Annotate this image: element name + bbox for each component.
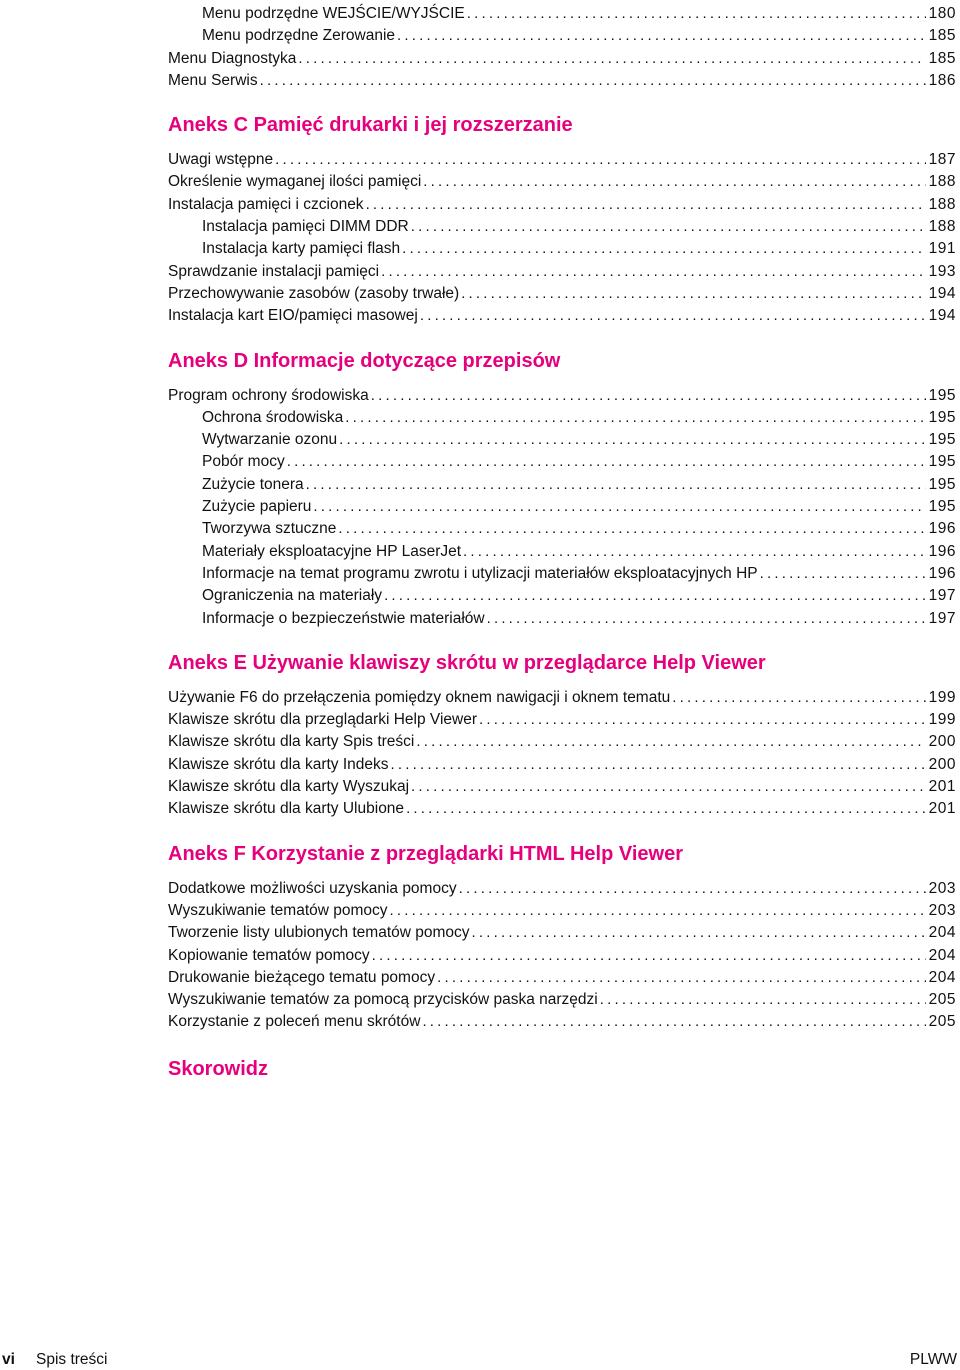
toc-entry[interactable] [168,776,956,798]
toc-entry[interactable] [168,171,956,193]
toc-entry[interactable] [168,541,956,563]
toc-entry-page-number: 200 [928,733,956,751]
toc-appendix-section [168,349,956,630]
toc-entry-page-number: 187 [928,151,956,169]
toc-entry[interactable] [168,878,956,900]
toc-entry-page-number: 200 [928,755,956,773]
dot-leader [372,945,926,967]
dot-leader [371,385,926,407]
dot-leader [467,3,926,25]
dot-leader [411,216,926,238]
toc-entry-title: Informacje o bezpieczeństwie materiałów [202,609,485,627]
toc-entry-title: Menu podrzędne Zerowanie [202,27,396,45]
toc-entry-page-number: 196 [928,564,956,582]
toc-entry[interactable] [168,989,956,1011]
toc-entry-title: Instalacja pamięci i czcionek [168,195,364,213]
dot-leader [381,261,926,283]
toc-entry-title: Przechowywanie zasobów (zasoby trwałe) [168,284,460,302]
toc-entry-page-number: 197 [928,609,956,627]
toc-entry-page-number: 204 [928,968,956,986]
dot-leader [463,541,926,563]
toc-entry-title: Tworzywa sztuczne [202,520,337,538]
dot-leader [422,1011,925,1033]
dot-leader [339,429,926,451]
toc-entry-title: Sprawdzanie instalacji pamięci [168,262,380,280]
toc-entry-title: Używanie F6 do przełączenia pomiędzy oknem nawigacji i oknem tematu [168,688,671,706]
toc-entry[interactable] [168,216,956,238]
toc-entry[interactable] [168,754,956,776]
toc-entry-title: Dodatkowe możliwości uzyskania pomocy [168,879,457,897]
footer-document-code: PLWW [909,1351,957,1368]
toc-entry-page-number: 195 [928,453,956,471]
toc-entry-title: Kopiowanie tematów pomocy [168,946,370,964]
dot-leader [459,878,926,900]
toc-entry[interactable] [168,945,956,967]
toc-entry-page-number: 185 [928,49,956,67]
toc-entry[interactable] [168,900,956,922]
toc-entry-page-number: 199 [928,711,956,729]
toc-entry-page-number: 197 [928,587,956,605]
toc-entry-title: Ograniczenia na materiały [202,587,383,605]
toc-entry-page-number: 203 [928,879,956,897]
toc-entry[interactable] [168,518,956,540]
toc-entry-page-number: 188 [928,173,956,191]
appendix-heading[interactable]: Aneks D Informacje dotyczące przepisów [168,349,561,372]
dot-leader [366,194,926,216]
toc-entry[interactable] [168,238,956,260]
dot-leader [406,798,926,820]
toc-entry-page-number: 201 [928,800,956,818]
dot-leader [423,171,925,193]
dot-leader [287,451,926,473]
toc-entry[interactable] [168,1011,956,1033]
toc-entry[interactable] [168,451,956,473]
dot-leader [306,474,926,496]
toc-entry-page-number: 193 [928,262,956,280]
toc-entry-page-number: 188 [928,218,956,236]
dot-leader [487,608,926,630]
toc-entry[interactable] [168,261,956,283]
toc-entry[interactable] [168,563,956,585]
toc-entry-page-number: 186 [928,71,956,89]
dot-leader [479,709,926,731]
appendix-heading[interactable]: Aneks E Używanie klawiszy skrótu w przeglądarce Help Viewer [168,651,766,674]
toc-entry-page-number: 195 [928,431,956,449]
toc-entry-page-number: 196 [928,520,956,538]
dot-leader [391,754,926,776]
toc-entry[interactable] [168,194,956,216]
toc-entry-page-number: 205 [928,1013,956,1031]
toc-entry-page-number: 195 [928,408,956,426]
dot-leader [260,70,926,92]
toc-entry-title: Menu Diagnostyka [168,49,297,67]
toc-entry-title: Program ochrony środowiska [168,386,369,404]
dot-leader [390,900,926,922]
toc-entry-page-number: 196 [928,542,956,560]
page-footer [0,1350,960,1370]
dot-leader [384,585,926,607]
toc-entry-page-number: 195 [928,475,956,493]
toc-entry[interactable] [168,48,956,70]
toc-entry[interactable] [168,25,956,47]
toc-entry-title: Drukowanie bieżącego tematu pomocy [168,968,436,986]
toc-entry-title: Instalacja kart EIO/pamięci masowej [168,307,418,325]
toc-entry-title: Klawisze skrótu dla karty Indeks [168,755,389,773]
toc-entry-title: Wyszukiwanie tematów za pomocą przycisków paska narzędzi [168,991,598,1009]
dot-leader [298,48,925,70]
toc-entry[interactable] [168,474,956,496]
dot-leader [313,496,925,518]
toc-entry[interactable] [168,385,956,407]
footer-title: Spis treści [36,1351,108,1368]
toc-entry-page-number: 194 [928,284,956,302]
toc-entry-title: Zużycie papieru [202,498,312,516]
toc-entry[interactable] [168,731,956,753]
dot-leader [416,731,925,753]
dot-leader [397,25,926,47]
toc-entry-page-number: 201 [928,778,956,796]
toc-entry[interactable] [168,70,956,92]
toc-entry-title: Korzystanie z poleceń menu skrótów [168,1013,421,1031]
table-of-contents [168,3,956,1093]
toc-entry[interactable] [168,798,956,820]
toc-entry[interactable] [168,305,956,327]
toc-appendix-section [168,113,956,327]
toc-entry-title: Instalacja karty pamięci flash [202,240,401,258]
appendix-heading[interactable]: Aneks F Korzystanie z przeglądarki HTML Help Viewer [168,842,683,865]
toc-entry-page-number: 203 [928,901,956,919]
dot-leader [437,967,926,989]
toc-entry[interactable] [168,496,956,518]
index-heading[interactable]: Skorowidz [168,1057,269,1080]
dot-leader [275,149,926,171]
toc-entry[interactable] [168,149,956,171]
toc-entry-page-number: 195 [928,498,956,516]
toc-entry-page-number: 191 [928,240,956,258]
dot-leader [338,518,925,540]
appendix-heading[interactable]: Aneks C Pamięć drukarki i jej rozszerzanie [168,114,573,137]
toc-entry-page-number: 204 [928,924,956,942]
toc-continuation [168,3,956,92]
toc-entry-page-number: 195 [928,386,956,404]
dot-leader [672,687,925,709]
toc-appendix-section [168,842,956,1034]
toc-entry-page-number: 204 [928,946,956,964]
toc-entry-page-number: 194 [928,307,956,325]
dot-leader [402,238,925,260]
dot-leader [411,776,926,798]
toc-entry[interactable] [168,922,956,944]
footer-page-number: vi [2,1351,15,1368]
toc-entry-page-number: 185 [928,27,956,45]
toc-entry[interactable] [168,687,956,709]
dot-leader [461,283,925,305]
toc-entry[interactable] [168,283,956,305]
dot-leader [760,563,926,585]
toc-entry-title: Klawisze skrótu dla karty Spis treści [168,733,415,751]
toc-entry-title: Zużycie tonera [202,475,304,493]
toc-entry-title: Tworzenie listy ulubionych tematów pomocy [168,924,470,942]
toc-entry-title: Informacje na temat programu zwrotu i utylizacji materiałów eksploatacyjnych HP [202,564,758,582]
toc-appendix-section [168,651,956,821]
toc-entry[interactable] [168,967,956,989]
toc-entry-title: Instalacja pamięci DIMM DDR [202,218,409,236]
toc-entry-title: Ochrona środowiska [202,408,344,426]
toc-entry-title: Pobór mocy [202,453,285,471]
toc-entry-title: Klawisze skrótu dla karty Wyszukaj [168,778,410,796]
toc-entry[interactable] [168,709,956,731]
toc-entry[interactable] [168,585,956,607]
dot-leader [420,305,926,327]
toc-entry-title: Określenie wymaganej ilości pamięci [168,173,422,191]
dot-leader [345,407,925,429]
toc-entry-page-number: 199 [928,688,956,706]
toc-entry-title: Menu Serwis [168,71,258,89]
toc-entry-title: Wyszukiwanie tematów pomocy [168,901,388,919]
toc-entry[interactable] [168,3,956,25]
toc-entry-page-number: 188 [928,195,956,213]
toc-entry-title: Wytwarzanie ozonu [202,431,338,449]
dot-leader [472,922,926,944]
toc-entry-page-number: 180 [928,5,956,22]
toc-entry-title: Klawisze skrótu dla karty Ulubione [168,800,405,818]
toc-entry-page-number: 205 [928,991,956,1009]
dot-leader [600,989,926,1011]
toc-entry[interactable] [168,407,956,429]
toc-entry-title: Menu podrzędne WEJŚCIE/WYJŚCIE [202,5,465,22]
toc-entry[interactable] [168,608,956,630]
toc-entry-title: Uwagi wstępne [168,151,274,169]
toc-entry-title: Materiały eksploatacyjne HP LaserJet [202,542,462,560]
toc-entry[interactable] [168,429,956,451]
toc-entry-title: Klawisze skrótu dla przeglądarki Help Viewer [168,711,477,729]
